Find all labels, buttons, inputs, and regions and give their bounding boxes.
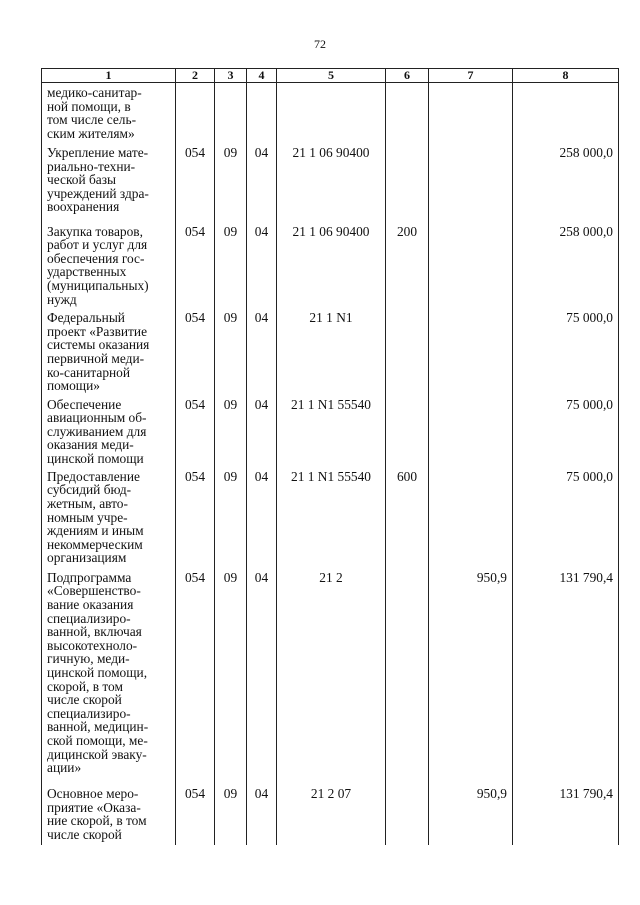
section-code: 09 (215, 571, 247, 787)
amount-col-8: 75 000,0 (513, 470, 619, 571)
item-name: Закупка товаров, работ и услуг для обеспечения гос- ударственных (муниципальных) нужд (42, 225, 176, 312)
amount-col-8 (513, 83, 619, 144)
column-header: 4 (247, 69, 277, 83)
expense-type-code: 600 (386, 470, 429, 571)
amount-col-8: 258 000,0 (513, 144, 619, 225)
item-name: Предоставление субсидий бюд- жетным, авто- номным учре- ждениям и иным некоммерческим организациям (42, 470, 176, 571)
expense-type-code (386, 144, 429, 225)
section-code (215, 83, 247, 144)
expense-type-code (386, 571, 429, 787)
ministry-code: 054 (176, 470, 215, 571)
section-code: 09 (215, 470, 247, 571)
amount-col-7 (429, 311, 513, 398)
subsection-code: 04 (247, 144, 277, 225)
target-article-code (277, 83, 386, 144)
table-row (42, 398, 619, 470)
target-article-code: 21 1 06 90400 (277, 144, 386, 225)
section-code: 09 (215, 311, 247, 398)
target-article-code: 21 1 06 90400 (277, 225, 386, 312)
amount-col-8: 131 790,4 (513, 787, 619, 845)
subsection-code: 04 (247, 398, 277, 470)
amount-col-8: 75 000,0 (513, 398, 619, 470)
ministry-code: 054 (176, 398, 215, 470)
ministry-code: 054 (176, 311, 215, 398)
ministry-code (176, 83, 215, 144)
table-row (42, 311, 619, 398)
amount-col-8: 131 790,4 (513, 571, 619, 787)
item-name: медико-санитар- ной помощи, в том числе сель- ским жителям» (42, 83, 176, 144)
column-header: 5 (277, 69, 386, 83)
column-header: 1 (42, 69, 176, 83)
header-row (42, 69, 619, 83)
amount-col-8: 75 000,0 (513, 311, 619, 398)
column-header: 3 (215, 69, 247, 83)
subsection-code: 04 (247, 571, 277, 787)
table-row (42, 571, 619, 787)
column-header: 2 (176, 69, 215, 83)
subsection-code: 04 (247, 787, 277, 845)
column-header: 8 (513, 69, 619, 83)
target-article-code: 21 1 N1 (277, 311, 386, 398)
subsection-code (247, 83, 277, 144)
column-header: 7 (429, 69, 513, 83)
item-name: Основное меро- приятие «Оказа- ние скорой, в том числе скорой (42, 787, 176, 845)
subsection-code: 04 (247, 470, 277, 571)
ministry-code: 054 (176, 571, 215, 787)
subsection-code: 04 (247, 225, 277, 312)
section-code: 09 (215, 225, 247, 312)
item-name: Подпрограмма «Совершенство- вание оказания специализиро- ванной, включая высокотехноло- гичную, меди- цинской помощи, скорой, в том числе скорой специализиро- ванной, медицин- ской помощи, ме- дицинской эваку- ации» (42, 571, 176, 787)
ministry-code: 054 (176, 225, 215, 312)
amount-col-8: 258 000,0 (513, 225, 619, 312)
section-code: 09 (215, 144, 247, 225)
expense-type-code (386, 398, 429, 470)
ministry-code: 054 (176, 787, 215, 845)
item-name: Федеральный проект «Развитие системы оказания первичной меди- ко-санитарной помощи» (42, 311, 176, 398)
target-article-code: 21 1 N1 55540 (277, 470, 386, 571)
amount-col-7 (429, 144, 513, 225)
budget-table (41, 68, 619, 845)
table-row (42, 144, 619, 225)
expense-type-code (386, 787, 429, 845)
subsection-code: 04 (247, 311, 277, 398)
amount-col-7 (429, 398, 513, 470)
table-row (42, 83, 619, 144)
expense-type-code (386, 311, 429, 398)
expense-type-code: 200 (386, 225, 429, 312)
expense-type-code (386, 83, 429, 144)
table-row (42, 470, 619, 571)
item-name: Укрепление мате- риально-техни- ческой базы учреждений здра- воохранения (42, 144, 176, 225)
section-code: 09 (215, 398, 247, 470)
table-row (42, 225, 619, 312)
ministry-code: 054 (176, 144, 215, 225)
section-code: 09 (215, 787, 247, 845)
amount-col-7 (429, 470, 513, 571)
column-header: 6 (386, 69, 429, 83)
target-article-code: 21 2 07 (277, 787, 386, 845)
amount-col-7 (429, 225, 513, 312)
amount-col-7 (429, 83, 513, 144)
page-number: 72 (314, 37, 326, 51)
item-name: Обеспечение авиационным об- служиванием для оказания меди- цинской помощи (42, 398, 176, 470)
target-article-code: 21 1 N1 55540 (277, 398, 386, 470)
amount-col-7: 950,9 (429, 787, 513, 845)
target-article-code: 21 2 (277, 571, 386, 787)
table-row (42, 787, 619, 845)
amount-col-7: 950,9 (429, 571, 513, 787)
